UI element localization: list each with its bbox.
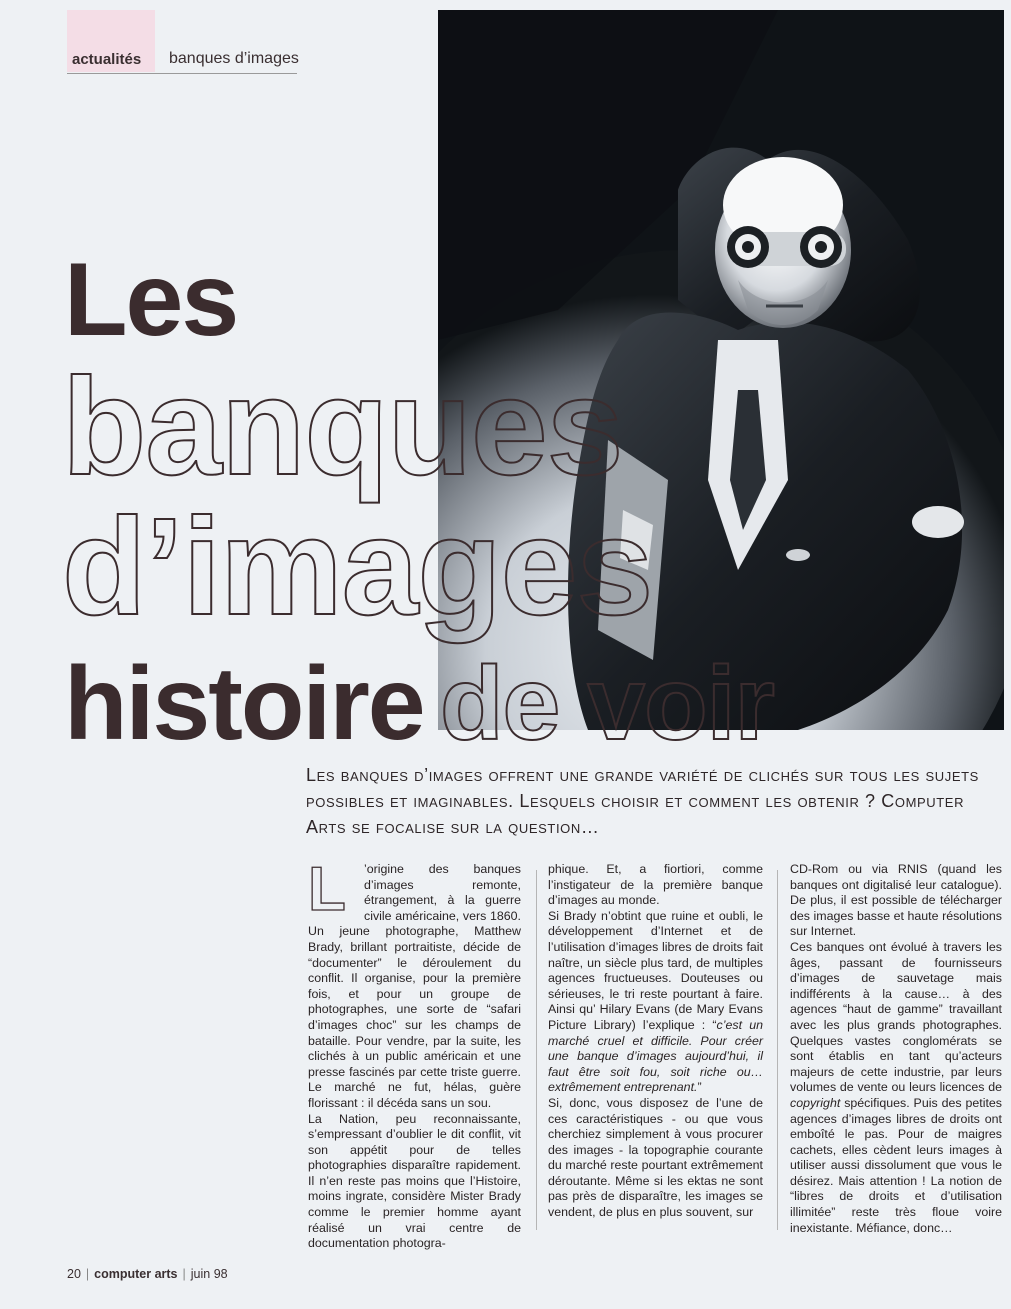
paragraph-text: Ces banques ont évolué à travers les âges, passant de fournisseurs d’images de sauvetage mais indifférents à la cause… à des agences “haut de gamme” travaillant avec les plus grands photographes. Quelques vastes conglomérats se sont établis en tant qu’acteurs majeurs de cette industrie, par leurs volumes de vente ou leurs licences de [790,939,1002,1095]
paragraph: La Nation, peu reconnaissante, s’empressant d’oublier le dit conflit, vit son appétit pour de telles photographies disparaître rapidement. Il n’en reste pas moins que l’Histoire, moins ingrate, considère Mister Brady comme le premier homme ayant réalisé un vrai centre de documentation photogra- [308,1111,521,1251]
paragraph-text: Si Brady n’obtint que ruine et oubli, le développement d’Internet et de l’utilisation d’images libres de droits fait naître, un siècle plus tard, de multiples agences fructueuses. Douteuses ou sérieuses, le tri reste pourtant à faire. Ainsi qu’ Hilary Evans (de Mary Evans Picture Library) l’explique : “ [548,908,763,1032]
magazine-name: computer arts [94,1267,178,1281]
section-label: actualités [72,51,142,68]
title-line-2: banques [62,350,623,504]
quote: c’est un marché cruel et difficile. Pour créer une banque d’images aujourd’hui, il faut être soit fou, soit riche ou… extrêmement entreprenant. [548,1017,763,1095]
article-column-3 [790,862,1002,1236]
footer-separator: | [85,1267,90,1281]
paragraph [548,909,763,1096]
quote-close: ” [697,1080,702,1095]
title-line-3: d’images [62,490,653,644]
header-divider [67,73,297,74]
topic-label: banques d’images [169,50,299,67]
title-line-4-outline: de voir [440,646,774,762]
dropcap-letter: L [308,855,346,924]
title-line-4-solid: histoire [64,646,424,762]
paragraph-text: spécifiques. Puis des petites agences d’images libres de droits ont emboîté le pas. Pour de maigres cachets, elles cèdent leurs images à utiliser aussi dissolument que vous le désirez. Mais attention ! La notion de “libres de droits et d’utilisation illimitée” reste très floue voire inexistante. Méfiance, donc… [790,1095,1002,1235]
paragraph: CD-Rom ou via RNIS (quand les banques ont digitalisé leur catalogue). De plus, il est possible de télécharger des images basse et haute résolutions sur Internet. [790,862,1002,939]
page-number: 20 [67,1267,81,1281]
copyright-term: copyright [790,1095,841,1110]
standfirst: Les banques d’images offrent une grande variété de clichés sur tous les sujets possibles et imaginables. Lesquels choisir et comment les obtenir ? Computer Arts se focalise sur la question… [306,765,979,837]
column-rule [536,870,537,1230]
paragraph: ’origine des banques d’images remonte, étrangement, à la guerre civile américaine, vers 1860. Un jeune photographe, Matthew Brady, brillant portraitiste, décide de “documenter” le déroulement du conflit. Il organise, pour la première fois, et pour un groupe de photographes, une sorte de “safari d’images choc” sur les champs de bataille. Pour vendre, par la suite, les clichés à un public américain et une presse fascinés par cette triste guerre. Le marché ne fut, hélas, guère florissant : il décéda sans un sou. [308,862,521,1110]
paragraph: phique. Et, a fiortiori, comme l’instigateur de la première banque d’images au monde. [548,862,763,908]
paragraph [790,940,1002,1236]
article-column-2 [548,862,763,1221]
paragraph: Si, donc, vous disposez de l’une de ces caractéristiques - ou que vous cherchiez simplement à vous procurer des images - la topographie courante du marché reste pourtant extrêmement déroutante. Même si les ektas ne sont pas près de disparaître, les images se vendent, de plus en plus souvent, sur [548,1095,763,1220]
issue-date: juin 98 [190,1267,228,1281]
column-rule [777,870,778,1230]
footer-separator: | [182,1267,186,1281]
article-column-1 [308,855,521,1252]
dropcap [308,855,358,924]
page-footer [67,1267,228,1281]
title-line-1: Les [64,242,238,358]
